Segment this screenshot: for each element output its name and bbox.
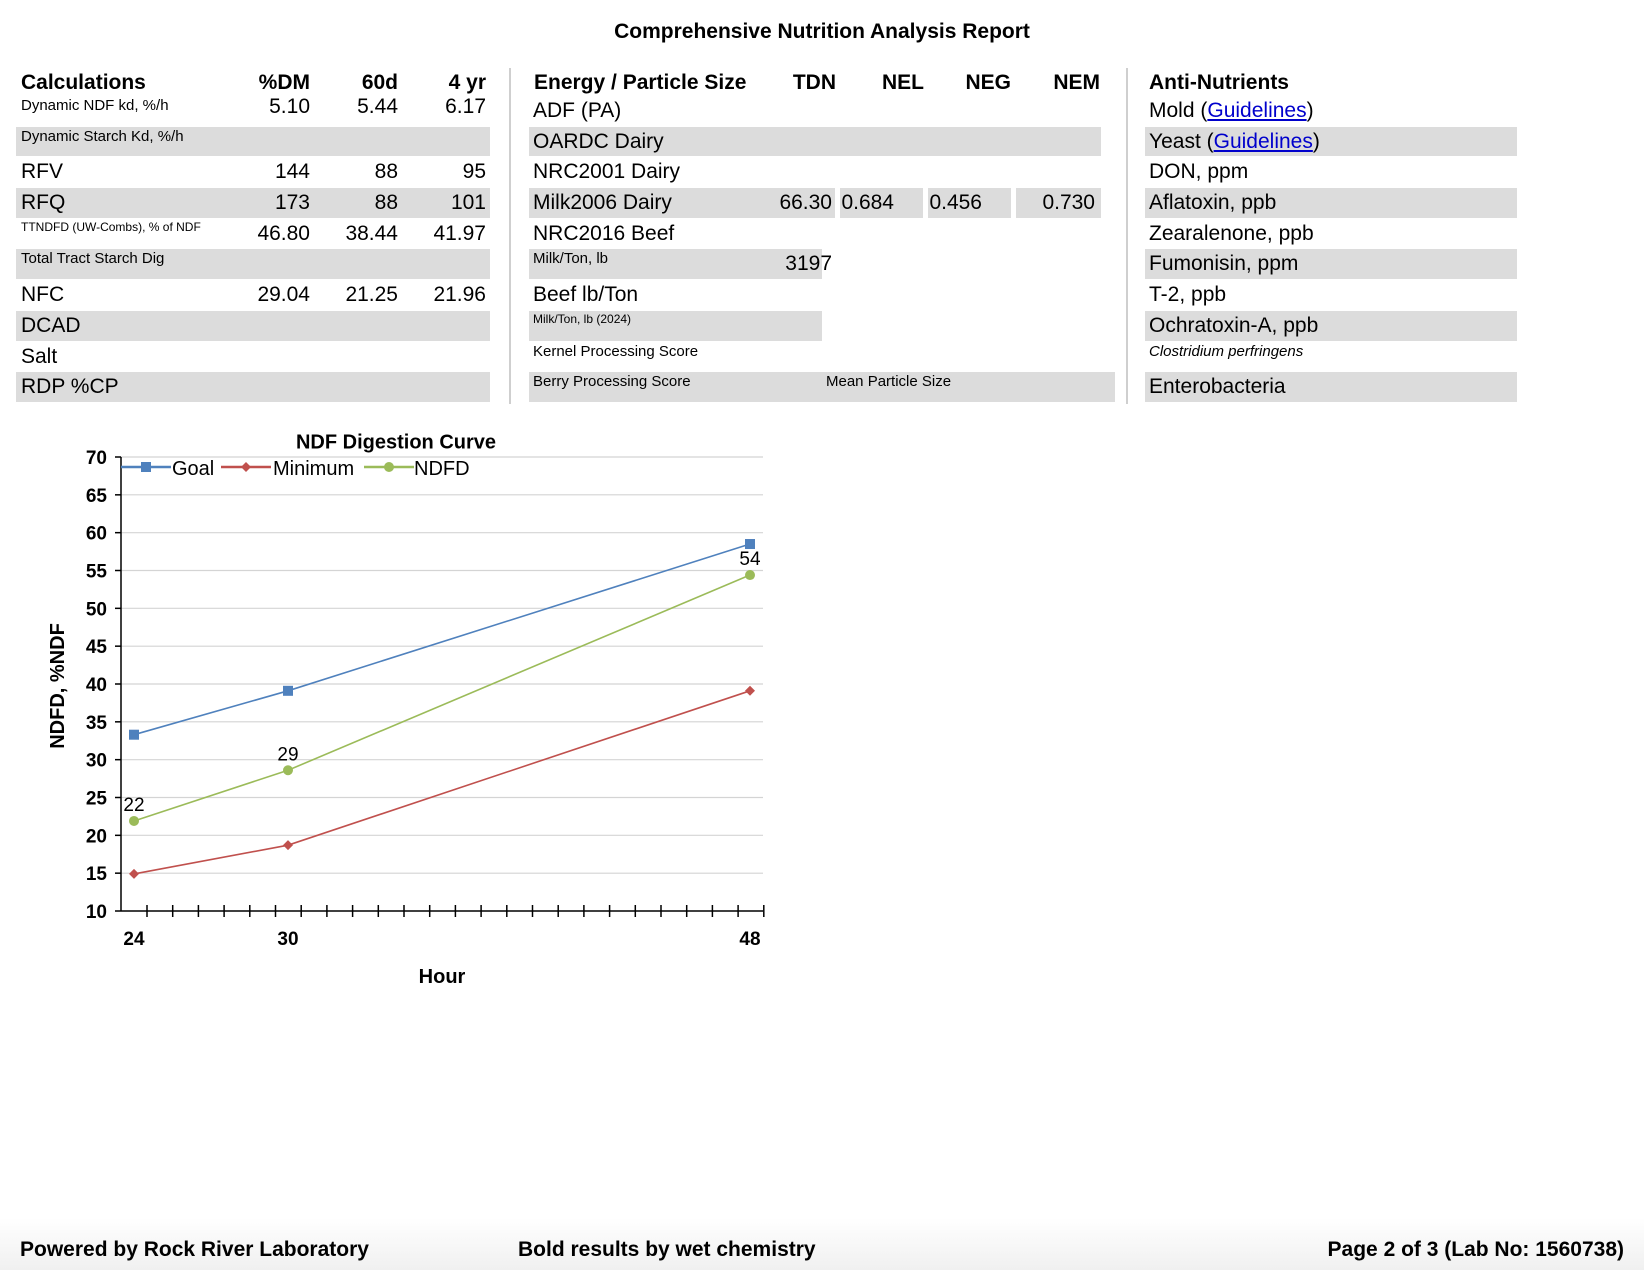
data-point (283, 686, 293, 696)
nel-value: 0.684 (841, 191, 894, 215)
4yr-value: 21.96 (433, 283, 486, 307)
anti-nutrient-label-cell (1149, 252, 1298, 276)
calculations-row-label: TTNDFD (UW-Combs), % of NDF (21, 219, 201, 234)
row-shading (310, 372, 490, 402)
legend-label: NDFD (414, 458, 470, 480)
anti-nutrient-label-cell (1149, 130, 1320, 154)
column-divider (509, 68, 511, 404)
calculations-row (16, 187, 490, 218)
anti-nutrient-label: Aflatoxin, ppb (1149, 191, 1277, 215)
energy-row (529, 248, 1121, 279)
energy-row (529, 371, 1121, 402)
anti-nutrient-row (1145, 218, 1517, 249)
energy-row (529, 126, 1121, 157)
calculations-row-label: NFC (21, 283, 65, 307)
chart-legend (121, 458, 470, 480)
anti-nutrient-row (1145, 95, 1517, 126)
60d-value: 21.25 (345, 283, 398, 307)
anti-nutrient-label-cell (1149, 191, 1276, 215)
60d-value: 88 (374, 160, 398, 184)
y-tick-label: 50 (85, 599, 107, 621)
energy-row (529, 310, 1121, 341)
energy-row-label: ADF (PA) (533, 99, 622, 122)
anti-nutrient-label: DON, ppm (1149, 160, 1249, 184)
x-tick-label: 48 (739, 929, 761, 950)
calculations-row (16, 218, 490, 249)
4yr-column-header: 4 yr (448, 71, 486, 94)
x-tick-label: 30 (277, 929, 299, 950)
anti-nutrient-row (1145, 248, 1517, 279)
footer-page-info: Page 2 of 3 (Lab No: 1560738) (1327, 1238, 1624, 1261)
footer-powered-by: Powered by Rock River Laboratory (20, 1238, 369, 1261)
series-goal (129, 539, 755, 740)
footer (0, 1218, 1644, 1270)
y-tick-label: 65 (85, 485, 107, 507)
energy-row (529, 156, 1121, 187)
energy-row-label: NRC2001 Dairy (533, 160, 681, 184)
anti-nutrient-label-cell (1149, 99, 1314, 123)
energy-row-label: Milk/Ton, lb (533, 250, 609, 268)
footer-note: Bold results by wet chemistry (518, 1238, 816, 1261)
y-tick-label: 20 (85, 826, 107, 848)
anti-nutrient-label-cell (1149, 222, 1314, 246)
calculations-row-label: Salt (21, 344, 58, 368)
4yr-value: 41.97 (433, 221, 486, 245)
calculations-row (16, 279, 490, 310)
anti-nutrient-label: Enterobacteria (1149, 375, 1286, 399)
calculations-row (16, 126, 490, 157)
data-point (384, 462, 394, 472)
series-line (134, 691, 750, 874)
legend-label: Minimum (273, 458, 355, 480)
anti-nutrient-label: Fumonisin, ppm (1149, 252, 1299, 276)
energy-row-label: OARDC Dairy (533, 129, 664, 153)
anti-nutrient-label: Zearalenone, ppb (1149, 221, 1314, 245)
60d-column-header: 60d (361, 71, 398, 94)
data-point (129, 869, 139, 879)
energy-table (529, 68, 1121, 402)
energy-row-label: NRC2016 Beef (533, 221, 675, 245)
anti-nutrient-row (1145, 126, 1517, 157)
energy-row-label: Kernel Processing Score (533, 342, 699, 360)
nem-value: 0.730 (1042, 191, 1095, 215)
dm-column-header: %DM (258, 71, 310, 94)
calculations-row-label: Total Tract Starch Dig (21, 250, 165, 268)
y-axis-label: NDFD, %NDF (47, 623, 69, 749)
60d-value: 88 (374, 191, 398, 215)
anti-nutrient-row (1145, 341, 1517, 372)
energy-header-row (529, 68, 1121, 95)
data-point (283, 765, 293, 775)
guidelines-link[interactable]: Guidelines (1207, 99, 1307, 122)
nel-column-header: NEL (882, 71, 924, 94)
dm-value: 173 (274, 191, 310, 215)
mean-particle-size-label: Mean Particle Size (826, 373, 952, 391)
anti-nutrient-label: Mold ( (1149, 99, 1208, 122)
data-point (129, 730, 139, 740)
60d-value: 38.44 (345, 221, 398, 245)
ndf-digestion-chart (40, 428, 800, 1008)
data-point (745, 686, 755, 696)
dm-value: 29.04 (257, 283, 310, 307)
calculations-row (16, 248, 490, 279)
energy-row (529, 95, 1121, 126)
x-tick-label: 24 (123, 929, 145, 950)
anti-nutrient-row (1145, 156, 1517, 187)
closing-paren: ) (1306, 99, 1314, 122)
anti-nutrient-label: Yeast ( (1149, 129, 1214, 153)
calculations-row (16, 371, 490, 402)
calculations-header-row (16, 68, 490, 95)
energy-row (529, 187, 1121, 218)
data-point (745, 539, 755, 549)
energy-row-label: Berry Processing Score (533, 373, 691, 391)
tdn-value: 3197 (785, 252, 832, 276)
report-title: Comprehensive Nutrition Analysis Report (614, 20, 1030, 43)
data-label: 29 (277, 744, 299, 766)
y-tick-label: 35 (85, 712, 107, 734)
y-tick-label: 25 (85, 788, 107, 810)
y-tick-label: 60 (85, 523, 107, 545)
energy-row-label: Beef lb/Ton (533, 283, 639, 307)
data-point (283, 840, 293, 850)
anti-nutrient-row (1145, 310, 1517, 341)
4yr-value: 101 (450, 191, 486, 215)
anti-nutrient-label-cell (1149, 343, 1303, 360)
calculations-row (16, 95, 490, 126)
data-label: 54 (739, 549, 761, 571)
anti-nutrient-row (1145, 279, 1517, 310)
y-tick-label: 45 (85, 637, 107, 659)
calculations-row (16, 310, 490, 341)
calculations-table (16, 68, 490, 402)
row-shading (16, 188, 490, 218)
anti-nutrient-label-cell (1149, 314, 1318, 338)
anti-nutrient-label: T-2, ppb (1149, 283, 1227, 307)
dm-value: 144 (274, 160, 310, 184)
anti-nutrient-label-cell (1149, 375, 1286, 399)
row-shading (16, 311, 490, 341)
guidelines-link[interactable]: Guidelines (1213, 129, 1313, 153)
data-point (141, 462, 151, 472)
energy-row (529, 218, 1121, 249)
calculations-row (16, 156, 490, 187)
calculations-row-label: RDP %CP (21, 375, 119, 399)
calculations-row-label: Dynamic NDF kd, %/h (21, 97, 169, 114)
series-line (134, 544, 750, 735)
calculations-row-label: Dynamic Starch Kd, %/h (21, 127, 184, 145)
y-tick-label: 10 (85, 902, 107, 923)
neg-value: 0.456 (929, 191, 982, 215)
y-tick-label: 30 (85, 750, 107, 772)
calculations-heading: Calculations (21, 71, 146, 94)
60d-value: 5.44 (357, 95, 398, 118)
nem-column-header: NEM (1053, 71, 1100, 94)
series-line (134, 575, 750, 821)
anti-nutrient-row (1145, 371, 1517, 402)
column-divider (1126, 68, 1128, 404)
series-ndfd (123, 549, 761, 826)
series-minimum (129, 686, 755, 879)
y-tick-label: 40 (85, 675, 107, 696)
anti-nutrients-header-row (1145, 68, 1517, 95)
energy-row (529, 279, 1121, 310)
dm-value: 5.10 (269, 95, 310, 118)
y-tick-label: 70 (85, 448, 107, 469)
data-label: 22 (123, 794, 145, 816)
y-tick-label: 55 (85, 561, 107, 583)
anti-nutrients-table (1145, 68, 1517, 402)
energy-heading: Energy / Particle Size (534, 71, 747, 94)
legend-label: Goal (172, 458, 215, 480)
energy-row (529, 341, 1121, 372)
tdn-column-header: TDN (792, 71, 836, 94)
calculations-row-label: RFQ (21, 191, 66, 215)
anti-nutrient-label-cell (1149, 160, 1248, 184)
calculations-row-label: DCAD (21, 313, 81, 337)
data-point (129, 816, 139, 826)
energy-row-label: Milk2006 Dairy (533, 191, 672, 215)
data-point (241, 462, 251, 472)
4yr-value: 95 (462, 160, 486, 184)
anti-nutrient-label-cell (1149, 283, 1226, 307)
neg-column-header: NEG (965, 71, 1011, 94)
closing-paren: ) (1312, 129, 1320, 153)
y-tick-label: 15 (85, 864, 107, 886)
dm-value: 46.80 (257, 221, 310, 245)
energy-row-label: Milk/Ton, lb (2024) (533, 311, 632, 326)
x-axis-label: Hour (418, 966, 466, 988)
anti-nutrient-label: Clostridium perfringens (1149, 342, 1304, 360)
anti-nutrient-label: Ochratoxin-A, ppb (1149, 313, 1319, 337)
4yr-value: 6.17 (445, 95, 486, 118)
anti-nutrients-heading: Anti-Nutrients (1149, 71, 1289, 94)
data-point (745, 570, 755, 580)
chart-title: NDF Digestion Curve (295, 431, 497, 454)
tdn-value: 66.30 (779, 191, 832, 215)
anti-nutrient-row (1145, 187, 1517, 218)
calculations-row (16, 341, 490, 372)
calculations-row-label: RFV (21, 160, 63, 184)
